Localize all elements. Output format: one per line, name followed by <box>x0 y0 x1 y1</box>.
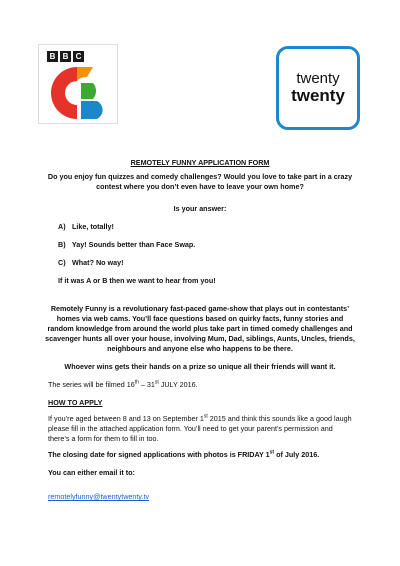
eligibility-text <box>48 414 352 444</box>
closing-prefix: The closing date for signed applications with photos is FRIDAY 1 <box>48 450 270 459</box>
option-b-text: Yay! Sounds better than Face Swap. <box>71 240 196 249</box>
bbc-letter-c: C <box>73 51 84 62</box>
eligibility-prefix: If you’re aged between 8 and 13 on September 1 <box>48 414 204 423</box>
option-c-letter: C) <box>58 258 66 267</box>
form-title: REMOTELY FUNNY APPLICATION FORM <box>130 158 270 167</box>
eligibility-sup: st <box>203 413 208 420</box>
option-c <box>58 258 124 268</box>
cbbc-logo <box>38 44 118 124</box>
filming-prefix: The series will be filmed 16 <box>48 380 135 389</box>
intro-text: Do you enjoy fun quizzes and comedy challenges? Would you love to take part in a crazy contest where you don’t even have to leave your own home? <box>47 172 353 191</box>
option-b-letter: B) <box>58 240 66 249</box>
filming-dates <box>48 380 352 390</box>
filming-sup1: th <box>134 379 139 386</box>
filming-mid: – 31 <box>138 380 155 389</box>
email-prompt: You can either email it to: <box>48 468 135 477</box>
if-a-or-b: If it was A or B then we want to hear from you! <box>58 276 216 285</box>
eligibility-suffix: 2015 and think this sounds like a good laugh please fill in the attached application form. You’ll need to get your parent’s permission and there’s a form for them to fill in too. <box>48 414 352 443</box>
twentytwenty-logo <box>276 46 360 130</box>
filming-suffix: JULY 2016. <box>158 380 198 389</box>
bbc-letters <box>47 51 84 62</box>
option-a <box>58 222 114 232</box>
email-link[interactable]: remotelyfunny@twentytwenty.tv <box>48 492 150 501</box>
option-b <box>58 240 195 250</box>
closing-date <box>48 450 352 460</box>
option-a-letter: A) <box>58 222 66 231</box>
twentytwenty-line1: twenty <box>296 70 340 87</box>
show-description: Remotely Funny is a revolutionary fast-paced game-show that plays out in contestants’ homes via web cams. You’ll face questions based on quirky facts, funny stories and random knowledge from around the world plus take part in timed comedy challenges and scavenger hunts all over your house, involving Mum, Dad, siblings, Aunts, Uncles, friends, neighbours and anyone else who happens to be there. <box>45 304 355 353</box>
bbc-letter-b1: B <box>47 51 58 62</box>
how-to-apply-heading: HOW TO APPLY <box>48 398 103 407</box>
cbbc-mark-icon <box>47 65 111 121</box>
bbc-letter-b2: B <box>60 51 71 62</box>
twentytwenty-line2: twenty <box>291 86 345 105</box>
closing-suffix: of July 2016. <box>274 450 320 459</box>
closing-sup: st <box>269 449 275 456</box>
filming-sup2: st <box>154 379 159 386</box>
answer-question: Is your answer: <box>173 204 227 213</box>
option-c-text: What? No way! <box>72 258 124 267</box>
prize-text: Whoever wins gets their hands on a prize so unique all their friends will want it. <box>64 362 336 371</box>
option-a-text: Like, totally! <box>72 222 114 231</box>
